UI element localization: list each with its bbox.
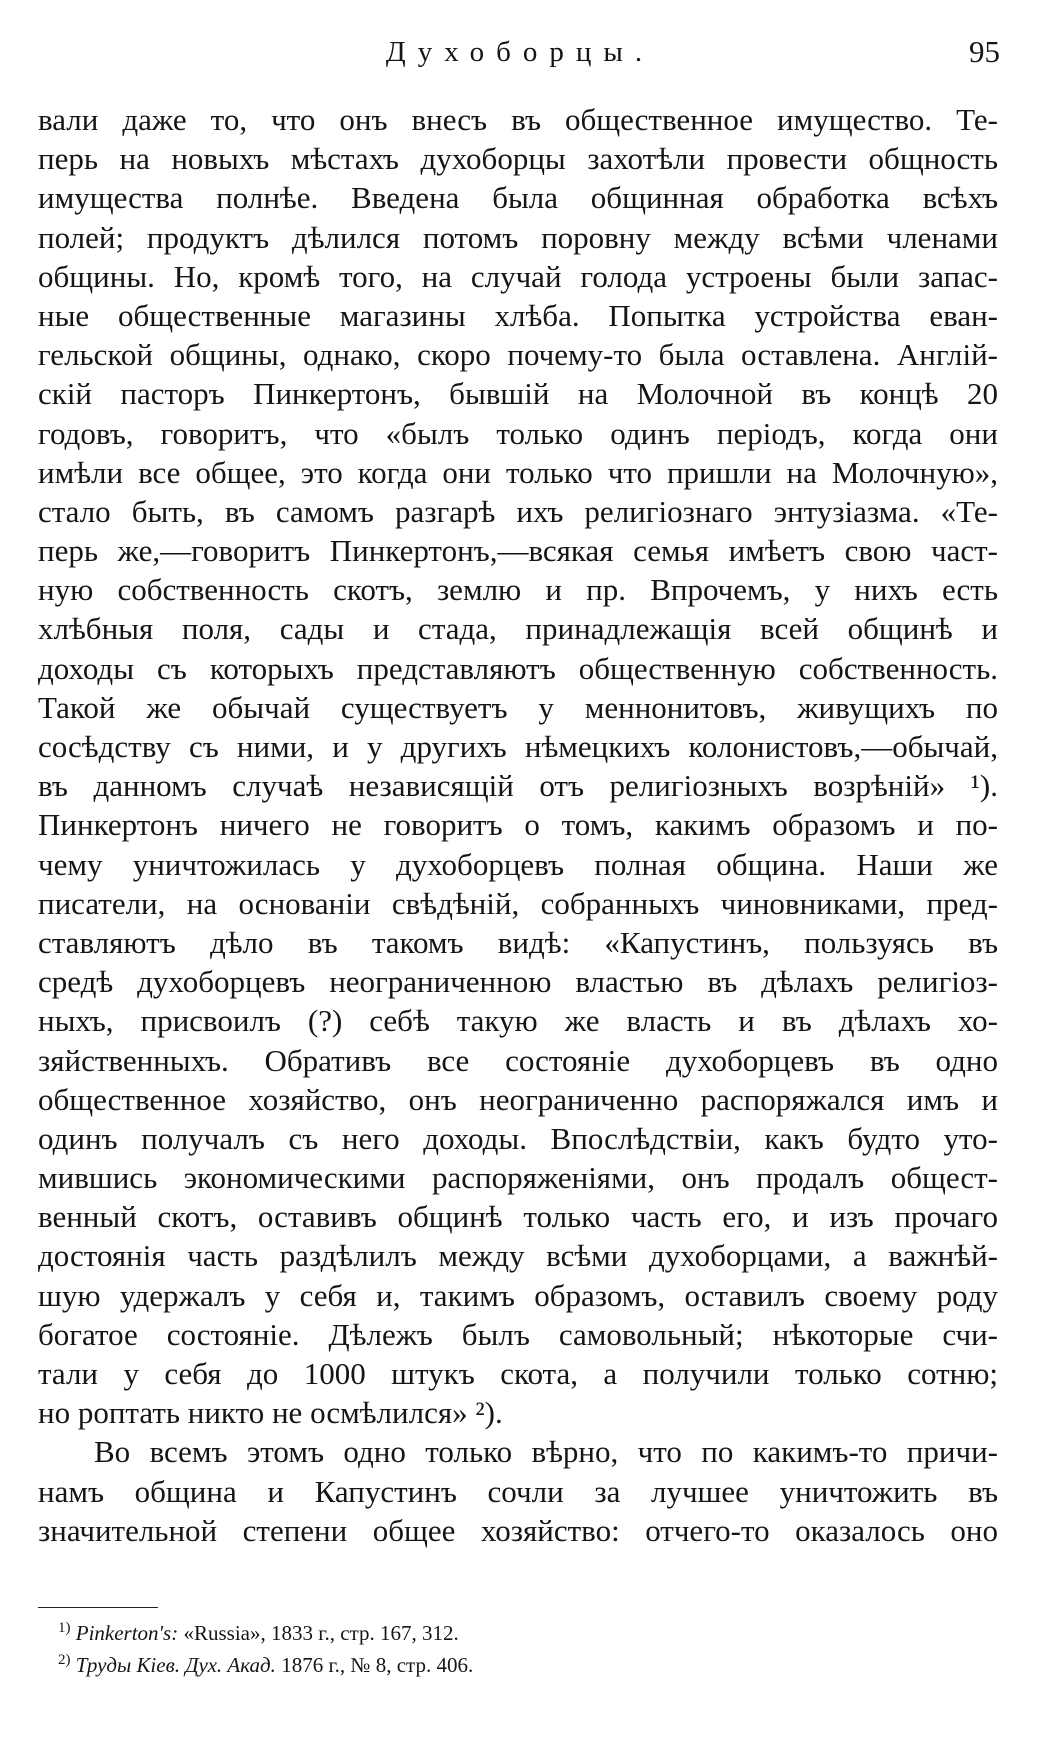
footnote-author: Pinkerton's: [75, 1621, 179, 1645]
text-line: средѣ духоборцевъ неограниченною властью въ дѣлахъ религіоз- [38, 964, 998, 1000]
text-line: значительной степени общее хозяйство: отчего-то оказалось оно [38, 1512, 998, 1548]
text-line: годовъ, говоритъ, что «былъ только одинъ періодъ, когда они [38, 415, 998, 451]
text-line: общины. Но, кромѣ того, на случай голода устроены были запас- [38, 258, 998, 294]
text-line: Такой же обычай существуетъ у меннонитовъ, живущихъ по [38, 689, 998, 725]
text-line: имущества полнѣе. Введена была общинная обработка всѣхъ [38, 180, 998, 216]
text-line: вали даже то, что онъ внесъ въ общественное имущество. Те- [38, 102, 998, 137]
footnote-2 [58, 1649, 958, 1681]
text-line: скій пасторъ Пинкертонъ, бывшій на Молочной въ концѣ 20 [38, 376, 998, 412]
text-line: зяйственныхъ. Обративъ все состояніе духоборцевъ въ одно [38, 1042, 998, 1078]
text-line: общественное хозяйство, онъ неограниченно распоряжался имъ и [38, 1081, 998, 1117]
text-line: доходы съ которыхъ представляютъ общественную собственность. [38, 650, 998, 686]
running-head [40, 30, 1000, 74]
footnote-marker: 1) [58, 1620, 71, 1636]
footnote-text: 1876 г., № 8, стр. 406. [281, 1653, 474, 1677]
text-line: ныхъ, присвоилъ (?) себѣ такую же власть и въ дѣлахъ хо- [38, 1003, 998, 1039]
text-line: ставляютъ дѣло въ такомъ видѣ: «Капустинъ, пользуясь въ [38, 924, 998, 960]
footnotes [58, 1617, 958, 1681]
text-line: гельской общины, однако, скоро почему-то была оставлена. Англій- [38, 337, 998, 373]
footnote-text: «Russia», 1833 г., стр. 167, 312. [183, 1621, 459, 1645]
text-line: Пинкертонъ ничего не говоритъ о томъ, какимъ образомъ и по- [38, 807, 998, 843]
text-line: намъ община и Капустинъ сочли за лучшее уничтожить въ [38, 1473, 998, 1509]
text-line: богатое состояніе. Дѣлежъ былъ самовольный; нѣкоторые счи- [38, 1316, 998, 1352]
text-line-paragraph-start: Во всемъ этомъ одно только вѣрно, что по какимъ-то причи- [94, 1434, 998, 1470]
text-line: ную собственность скотъ, землю и пр. Впрочемъ, у нихъ есть [38, 572, 998, 608]
text-line: стало быть, въ самомъ разгарѣ ихъ религіознаго энтузіазма. «Те- [38, 493, 998, 529]
text-line: мившись экономическими распоряженіями, онъ продалъ общест- [38, 1160, 998, 1196]
text-line: шую удержалъ у себя и, такимъ образомъ, оставилъ своему роду [38, 1277, 998, 1313]
footnote-author: Труды Кіев. Дух. Акад. [75, 1653, 276, 1677]
text-line: одинъ получалъ съ него доходы. Впослѣдствіи, какъ будто уто- [38, 1120, 998, 1156]
text-line: хлѣбныя поля, сады и стада, принадлежащія всей общинѣ и [38, 611, 998, 647]
text-line: сосѣдству съ ними, и у другихъ нѣмецкихъ колонистовъ,—обычай, [38, 729, 998, 764]
footnote-divider [38, 1607, 158, 1608]
running-title: Духоборцы. [385, 36, 655, 68]
text-line: тали у себя до 1000 штукъ скота, а получили только сотню; [38, 1356, 998, 1391]
text-line: чему уничтожилась у духоборцевъ полная община. Наши же [38, 846, 998, 882]
body-text [38, 100, 998, 1550]
text-line-paragraph-end: но роптать никто не осмѣлился» ²). [38, 1395, 503, 1431]
text-line: полей; продуктъ дѣлился потомъ поровну между всѣми членами [38, 219, 998, 255]
footnote-marker: 2) [58, 1652, 71, 1668]
footnote-1 [58, 1617, 958, 1649]
text-line: въ данномъ случаѣ независящій отъ религіозныхъ возрѣній» ¹). [38, 768, 998, 804]
text-line: ные общественные магазины хлѣба. Попытка устройства еван- [38, 297, 998, 333]
page-number: 95 [969, 34, 1000, 69]
text-line: достоянія часть раздѣлилъ между всѣми духоборцами, а важнѣй- [38, 1238, 998, 1274]
text-line: перь на новыхъ мѣстахъ духоборцы захотѣли провести общность [38, 141, 998, 177]
text-line: писатели, на основаніи свѣдѣній, собранныхъ чиновниками, пред- [38, 885, 998, 921]
text-line: венный скотъ, оставивъ общинѣ только часть его, и изъ прочаго [38, 1199, 998, 1235]
text-line: имѣли все общее, это когда они только что пришли на Молочную», [38, 454, 998, 490]
text-line: перь же,—говоритъ Пинкертонъ,—всякая семья имѣетъ свою част- [38, 533, 998, 569]
